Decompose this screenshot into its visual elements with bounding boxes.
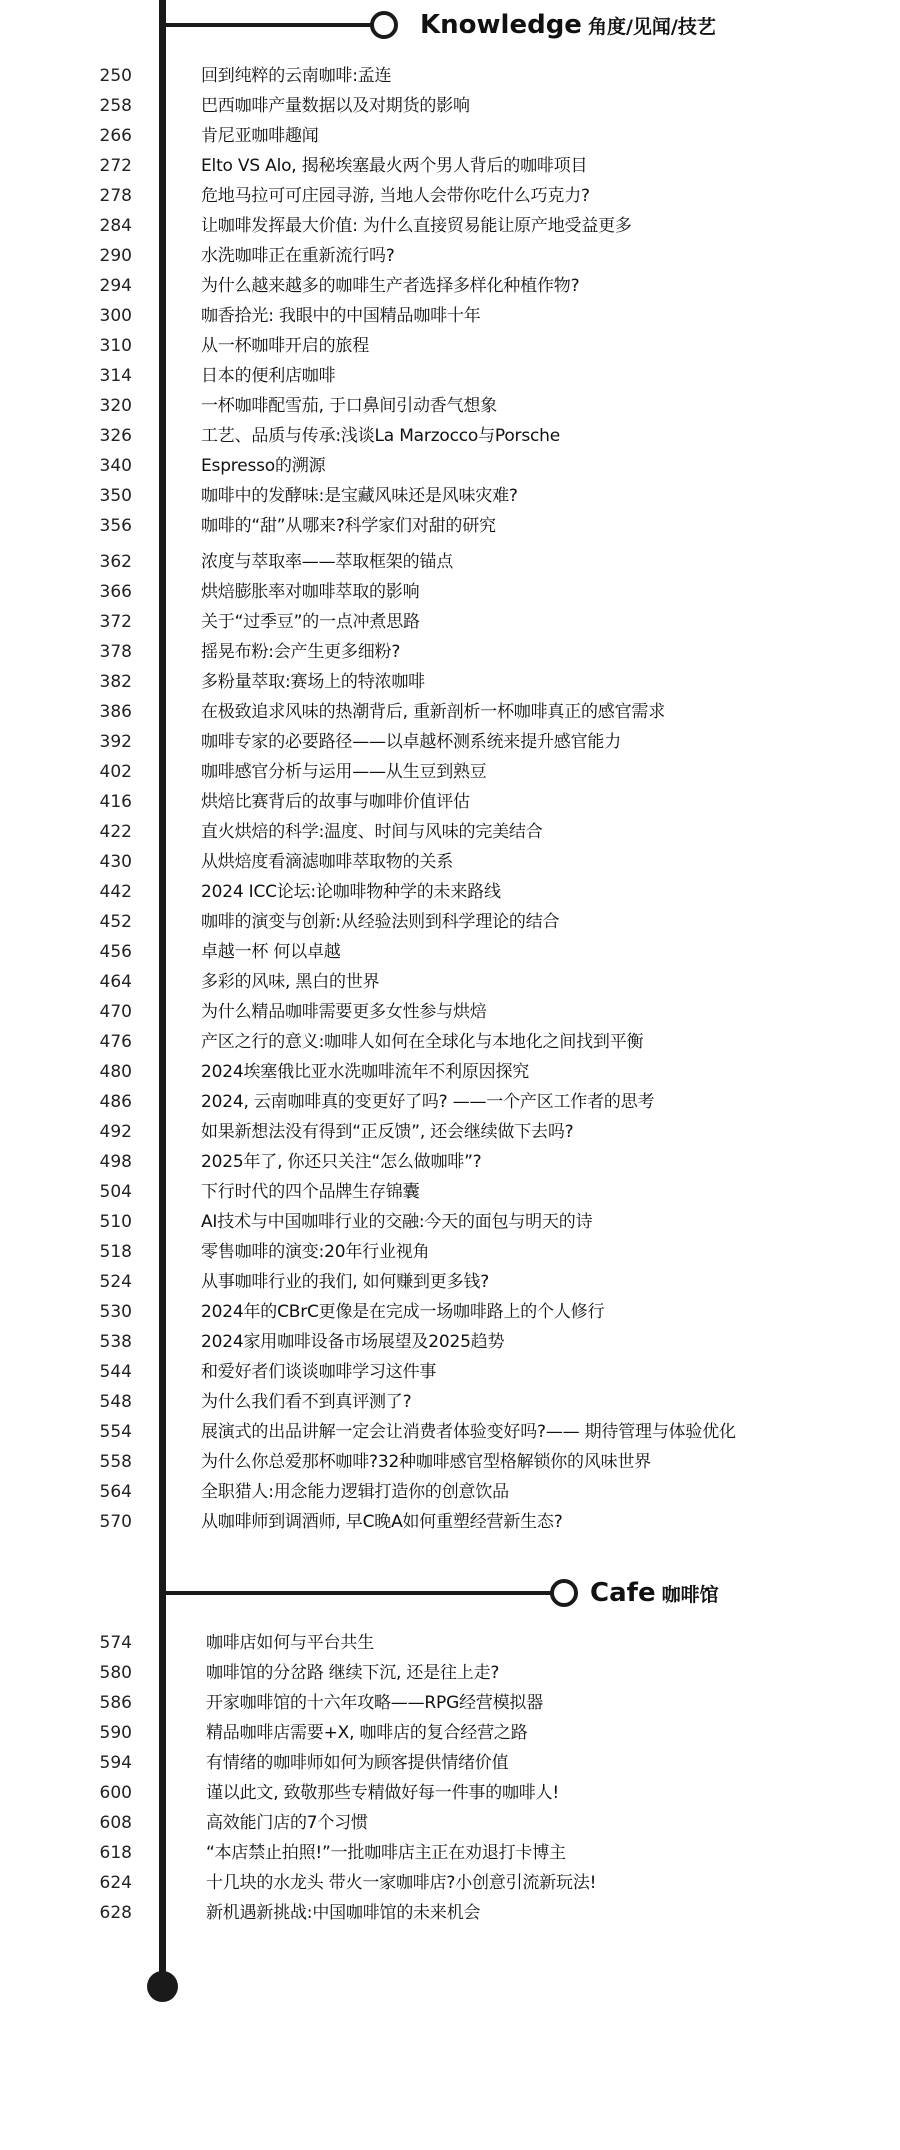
toc-page-number: 300 — [99, 306, 132, 326]
toc-page-number: 430 — [99, 852, 132, 872]
toc-entry-title: 咖啡感官分析与运用——从生豆到熟豆 — [201, 762, 487, 782]
toc-entry[interactable] — [0, 301, 900, 331]
toc-page-number: 524 — [99, 1272, 132, 1292]
toc-entry[interactable] — [0, 121, 900, 151]
toc-entry-title: 2024年的CBrC更像是在完成一场咖啡路上的个人修行 — [201, 1302, 605, 1322]
toc-entry[interactable] — [0, 1838, 900, 1868]
toc-entry-title: 为什么越来越多的咖啡生产者选择多样化种植作物? — [201, 276, 580, 296]
toc-entry-title: 从一杯咖啡开启的旅程 — [201, 336, 369, 356]
toc-page-number: 476 — [99, 1032, 132, 1052]
toc-entry-title: 从咖啡师到调酒师, 早C晚A如何重塑经营新生态? — [201, 1512, 563, 1532]
toc-entry[interactable] — [0, 907, 900, 937]
toc-entry[interactable] — [0, 1718, 900, 1748]
toc-page-number: 382 — [99, 672, 132, 692]
toc-entry[interactable] — [0, 1477, 900, 1507]
section-subtitle: 咖啡馆 — [661, 1584, 719, 1606]
toc-page-number: 570 — [99, 1512, 132, 1532]
toc-entry[interactable] — [0, 181, 900, 211]
toc-page-number: 314 — [99, 366, 132, 386]
toc-page-number: 590 — [99, 1723, 132, 1743]
toc-entry[interactable] — [0, 967, 900, 997]
toc-entry[interactable] — [0, 1507, 900, 1537]
toc-entry[interactable] — [0, 1117, 900, 1147]
toc-entry[interactable] — [0, 331, 900, 361]
toc-page-number: 548 — [99, 1392, 132, 1412]
toc-entry-title: 多粉量萃取:赛场上的特浓咖啡 — [201, 672, 425, 692]
toc-entry[interactable] — [0, 1628, 900, 1658]
toc-entry-title: 和爱好者们谈谈咖啡学习这件事 — [201, 1362, 437, 1382]
toc-entry-title: 谨以此文, 致敬那些专精做好每一件事的咖啡人! — [206, 1783, 560, 1803]
toc-page-number: 498 — [99, 1152, 132, 1172]
toc-entry-title: 回到纯粹的云南咖啡:孟连 — [201, 66, 392, 86]
toc-entry[interactable] — [0, 817, 900, 847]
toc-entry-title: AI技术与中国咖啡行业的交融:今天的面包与明天的诗 — [201, 1212, 593, 1232]
toc-entry[interactable] — [0, 1087, 900, 1117]
toc-entry-title: 为什么精品咖啡需要更多女性参与烘焙 — [201, 1002, 487, 1022]
toc-entry-title: 2024埃塞俄比亚水洗咖啡流年不利原因探究 — [201, 1062, 530, 1082]
toc-entry[interactable] — [0, 361, 900, 391]
toc-entry-title: 从事咖啡行业的我们, 如何赚到更多钱? — [201, 1272, 490, 1292]
toc-page-number: 294 — [99, 276, 132, 296]
toc-page-number: 266 — [99, 126, 132, 146]
toc-entry-title: 全职猎人:用念能力逻辑打造你的创意饮品 — [201, 1482, 509, 1502]
toc-page-number: 504 — [99, 1182, 132, 1202]
toc-entry[interactable] — [0, 91, 900, 121]
toc-entry-title: Elto VS Alo, 揭秘埃塞最火两个男人背后的咖啡项目 — [201, 156, 588, 176]
toc-entry-title: 2024家用咖啡设备市场展望及2025趋势 — [201, 1332, 505, 1352]
toc-page-number: 492 — [99, 1122, 132, 1142]
toc-page-number: 628 — [99, 1903, 132, 1923]
toc-entry-title: 卓越一杯 何以卓越 — [201, 942, 341, 962]
toc-page-number: 340 — [99, 456, 132, 476]
toc-page-number: 618 — [99, 1843, 132, 1863]
toc-entry-title: 2024 ICC论坛:论咖啡物种学的未来路线 — [201, 882, 501, 902]
toc-entry-title: 咖啡馆的分岔路 继续下沉, 还是往上走? — [206, 1663, 500, 1683]
section-title-text: Cafe — [590, 1578, 656, 1608]
toc-page-number: 580 — [99, 1663, 132, 1683]
toc-entry[interactable] — [0, 1748, 900, 1778]
toc-page-number: 284 — [99, 216, 132, 236]
toc-page-number: 594 — [99, 1753, 132, 1773]
toc-entry[interactable] — [0, 697, 900, 727]
toc-entry-title: 2024, 云南咖啡真的变更好了吗? ——一个产区工作者的思考 — [201, 1092, 655, 1112]
toc-entry[interactable] — [0, 1327, 900, 1357]
toc-page-number: 480 — [99, 1062, 132, 1082]
toc-entry-title: 让咖啡发挥最大价值: 为什么直接贸易能让原产地受益更多 — [201, 216, 632, 236]
toc-entry-title: 咖啡中的发酵味:是宝藏风味还是风味灾难? — [201, 486, 518, 506]
toc-entry[interactable] — [0, 151, 900, 181]
toc-entry[interactable] — [0, 211, 900, 241]
toc-entry-title: 日本的便利店咖啡 — [201, 366, 336, 386]
toc-entry-title: 浓度与萃取率——萃取框架的锚点 — [201, 552, 453, 572]
section-title-text: Knowledge — [420, 10, 582, 40]
toc-page-number: 544 — [99, 1362, 132, 1382]
toc-entry-title: 水洗咖啡正在重新流行吗? — [201, 246, 395, 266]
toc-page-number: 272 — [99, 156, 132, 176]
toc-page-number: 258 — [99, 96, 132, 116]
toc-entry[interactable] — [0, 877, 900, 907]
toc-entry[interactable] — [0, 391, 900, 421]
toc-entry[interactable] — [0, 937, 900, 967]
toc-entry-title: 开家咖啡馆的十六年攻略——RPG经营模拟器 — [206, 1693, 544, 1713]
toc-entry[interactable] — [0, 241, 900, 271]
toc-page-number: 464 — [99, 972, 132, 992]
toc-entry[interactable] — [0, 637, 900, 667]
toc-entry-title: 精品咖啡店需要+X, 咖啡店的复合经营之路 — [206, 1723, 528, 1743]
toc-entry[interactable] — [0, 547, 900, 577]
toc-entry[interactable] — [0, 667, 900, 697]
toc-entry[interactable] — [0, 1387, 900, 1417]
toc-entry-title: 高效能门店的7个习惯 — [206, 1813, 368, 1833]
toc-page-number: 350 — [99, 486, 132, 506]
toc-entry-title: 产区之行的意义:咖啡人如何在全球化与本地化之间找到平衡 — [201, 1032, 644, 1052]
toc-page-number: 362 — [99, 552, 132, 572]
toc-entry[interactable] — [0, 1778, 900, 1808]
toc-page-number: 250 — [99, 66, 132, 86]
toc-entry-title: 烘焙比赛背后的故事与咖啡价值评估 — [201, 792, 470, 812]
toc-entry[interactable] — [0, 847, 900, 877]
toc-entry[interactable] — [0, 1267, 900, 1297]
section-title-knowledge — [420, 8, 716, 44]
toc-page-number: 456 — [99, 942, 132, 962]
toc-page-number: 574 — [99, 1633, 132, 1653]
toc-page-number: 518 — [99, 1242, 132, 1262]
toc-page-number: 442 — [99, 882, 132, 902]
toc-page-number: 530 — [99, 1302, 132, 1322]
toc-entry[interactable] — [0, 451, 900, 481]
toc-entry-title: “本店禁止拍照!”一批咖啡店主正在劝退打卡博主 — [206, 1843, 566, 1863]
toc-page-number: 366 — [99, 582, 132, 602]
toc-page-number: 600 — [99, 1783, 132, 1803]
toc-page-number: 510 — [99, 1212, 132, 1232]
toc-entry-title: 下行时代的四个品牌生存锦囊 — [201, 1182, 420, 1202]
toc-page-number: 608 — [99, 1813, 132, 1833]
toc-page-number: 470 — [99, 1002, 132, 1022]
toc-entry[interactable] — [0, 1207, 900, 1237]
toc-entry[interactable] — [0, 997, 900, 1027]
toc-entry[interactable] — [0, 1898, 900, 1928]
section-connector — [162, 23, 372, 27]
toc-page-number: 372 — [99, 612, 132, 632]
toc-entry-title: 在极致追求风味的热潮背后, 重新剖析一杯咖啡真正的感官需求 — [201, 702, 666, 722]
section-subtitle: 角度/见闻/技艺 — [587, 16, 716, 38]
toc-entry[interactable] — [0, 1057, 900, 1087]
toc-entry-title: Espresso的溯源 — [201, 456, 326, 476]
toc-entry[interactable] — [0, 1027, 900, 1057]
toc-entry[interactable] — [0, 421, 900, 451]
toc-entry-title: 巴西咖啡产量数据以及对期货的影响 — [201, 96, 470, 116]
toc-page-number: 416 — [99, 792, 132, 812]
toc-page-number: 356 — [99, 516, 132, 536]
toc-page-number: 538 — [99, 1332, 132, 1352]
toc-page-number: 278 — [99, 186, 132, 206]
toc-entry[interactable] — [0, 757, 900, 787]
toc-entry[interactable] — [0, 607, 900, 637]
toc-entry[interactable] — [0, 1808, 900, 1838]
toc-entry[interactable] — [0, 61, 900, 91]
toc-page-number: 624 — [99, 1873, 132, 1893]
toc-page-number: 320 — [99, 396, 132, 416]
toc-entry-title: 肯尼亚咖啡趣闻 — [201, 126, 319, 146]
toc-entry-title: 展演式的出品讲解一定会让消费者体验变好吗?—— 期待管理与体验优化 — [201, 1422, 736, 1442]
toc-entry[interactable] — [0, 787, 900, 817]
toc-page-number: 326 — [99, 426, 132, 446]
toc-entry-title: 烘焙膨胀率对咖啡萃取的影响 — [201, 582, 420, 602]
toc-page-number: 386 — [99, 702, 132, 722]
toc-entry-title: 咖啡的“甜”从哪来?科学家们对甜的研究 — [201, 516, 496, 536]
toc-page-number: 452 — [99, 912, 132, 932]
toc-entry[interactable] — [0, 1177, 900, 1207]
toc-entry-title: 新机遇新挑战:中国咖啡馆的未来机会 — [206, 1903, 481, 1923]
section-connector — [162, 1591, 552, 1595]
toc-entry[interactable] — [0, 1658, 900, 1688]
toc-page-number: 402 — [99, 762, 132, 782]
toc-entry-title: 危地马拉可可庄园寻游, 当地人会带你吃什么巧克力? — [201, 186, 590, 206]
toc-entry-title: 咖啡的演变与创新:从经验法则到科学理论的结合 — [201, 912, 560, 932]
toc-page-number: 290 — [99, 246, 132, 266]
toc-page-number: 392 — [99, 732, 132, 752]
section-title-cafe — [590, 1576, 719, 1612]
toc-page-number: 486 — [99, 1092, 132, 1112]
toc-entry-title: 关于“过季豆”的一点冲煮思路 — [201, 612, 420, 632]
toc-entry[interactable] — [0, 1237, 900, 1267]
toc-page-number: 558 — [99, 1452, 132, 1472]
toc-entry[interactable] — [0, 1357, 900, 1387]
toc-entry-title: 工艺、品质与传承:浅谈La Marzocco与Porsche — [201, 426, 560, 446]
toc-entry[interactable] — [0, 1417, 900, 1447]
toc-page-number: 422 — [99, 822, 132, 842]
toc-entry[interactable] — [0, 577, 900, 607]
toc-entry-title: 零售咖啡的演变:20年行业视角 — [201, 1242, 430, 1262]
section-node-icon — [370, 11, 398, 39]
timeline-end-dot — [147, 1971, 178, 2002]
toc-page-number: 310 — [99, 336, 132, 356]
toc-entry[interactable] — [0, 1297, 900, 1327]
toc-entry-title: 直火烘焙的科学:温度、时间与风味的完美结合 — [201, 822, 543, 842]
toc-entry-title: 咖啡专家的必要路径——以卓越杯测系统来提升感官能力 — [201, 732, 621, 752]
toc-entry[interactable] — [0, 1868, 900, 1898]
toc-page-number: 378 — [99, 642, 132, 662]
toc-entry-title: 为什么我们看不到真评测了? — [201, 1392, 412, 1412]
toc-entry[interactable] — [0, 511, 900, 541]
toc-entry[interactable] — [0, 271, 900, 301]
toc-entry-title: 为什么你总爱那杯咖啡?32种咖啡感官型格解锁你的风味世界 — [201, 1452, 652, 1472]
toc-entry-title: 一杯咖啡配雪茄, 于口鼻间引动香气想象 — [201, 396, 498, 416]
section-node-icon — [550, 1579, 578, 1607]
toc-entry-title: 十几块的水龙头 带火一家咖啡店?小创意引流新玩法! — [206, 1873, 597, 1893]
toc-entry[interactable] — [0, 1147, 900, 1177]
toc-entry[interactable] — [0, 727, 900, 757]
toc-entry-title: 咖香拾光: 我眼中的中国精品咖啡十年 — [201, 306, 481, 326]
toc-entry-title: 如果新想法没有得到“正反馈”, 还会继续做下去吗? — [201, 1122, 574, 1142]
toc-page-number: 554 — [99, 1422, 132, 1442]
toc-entry-title: 从烘焙度看滴滤咖啡萃取物的关系 — [201, 852, 453, 872]
toc-page-number: 564 — [99, 1482, 132, 1502]
toc-entry-title: 2025年了, 你还只关注“怎么做咖啡”? — [201, 1152, 482, 1172]
toc-entry[interactable] — [0, 1688, 900, 1718]
toc-entry[interactable] — [0, 481, 900, 511]
toc-entry-title: 有情绪的咖啡师如何为顾客提供情绪价值 — [206, 1753, 509, 1773]
toc-page-number: 586 — [99, 1693, 132, 1713]
toc-entry[interactable] — [0, 1447, 900, 1477]
toc-entry-title: 多彩的风味, 黑白的世界 — [201, 972, 380, 992]
toc-entry-title: 摇晃布粉:会产生更多细粉? — [201, 642, 401, 662]
toc-entry-title: 咖啡店如何与平台共生 — [206, 1633, 374, 1653]
